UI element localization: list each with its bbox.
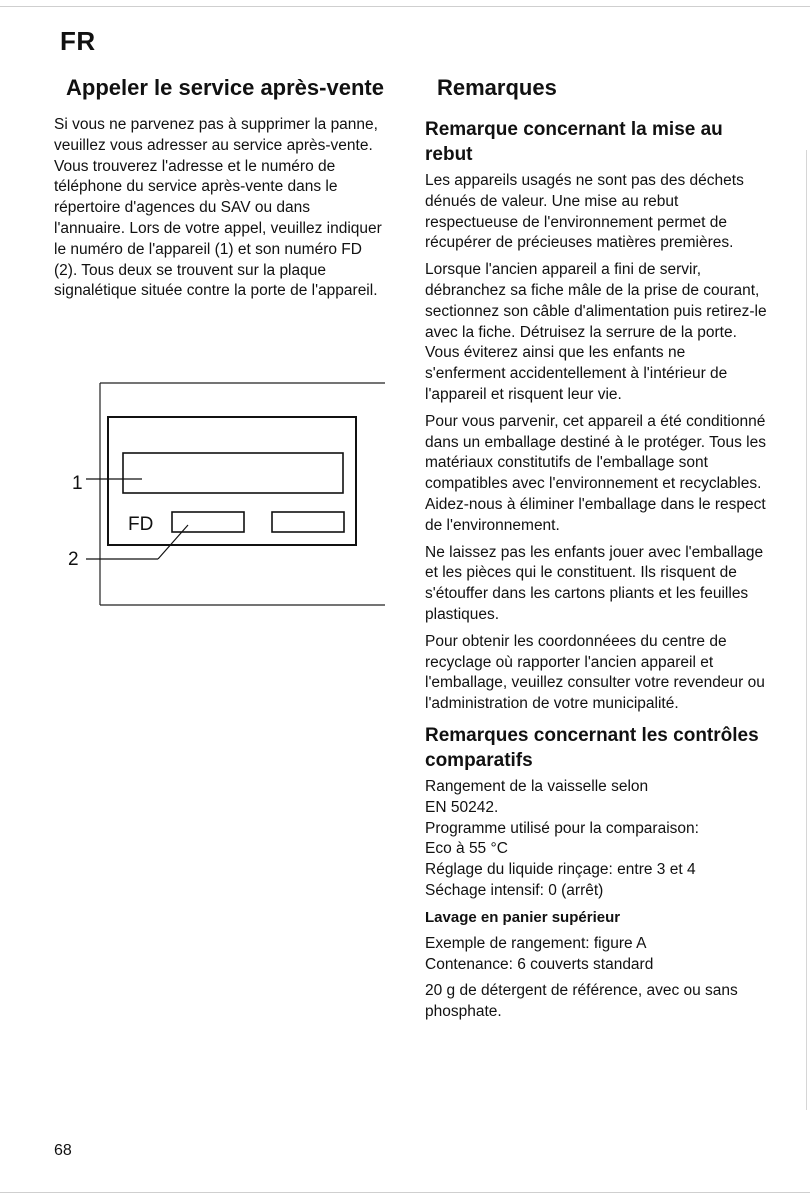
upper-basket-line-1: Exemple de rangement: figure A	[425, 934, 647, 952]
figure-label-2: 2	[68, 549, 79, 570]
figure-label-1: 1	[72, 473, 83, 494]
rating-plate-figure	[60, 375, 390, 610]
right-edge-rule	[806, 150, 807, 1110]
remarks-title: Remarques	[437, 75, 557, 100]
disposal-paragraph-5: Pour obtenir les coordonnéees du centre de recyclage où rapporter l'ancien appareil et l'emballage, veuillez consulter votre revendeur ou l'administration de votre municipalité.	[425, 632, 765, 713]
comparative-line-1: Rangement de la vaisselle selon	[425, 777, 649, 795]
service-title: Appeler le service après-vente	[66, 75, 384, 100]
disposal-paragraph-1: Les appareils usagés ne sont pas des déchets dénués de valeur. Une mise au rebut respectueuse de l'environnement permet de récupérer de précieuses matières premières.	[425, 172, 744, 252]
comparative-line-5: Réglage du liquide rinçage: entre 3 et 4	[425, 861, 696, 879]
comparative-heading: Remarques concernant les contrôles comparatifs	[425, 724, 759, 771]
comparative-line-4: Eco à 55 °C	[425, 840, 508, 858]
language-code: FR	[60, 26, 96, 56]
disposal-paragraph-3: Pour vous parvenir, cet appareil a été conditionné dans un emballage destiné à le protéger. Tous les matériaux constitutifs de l'emballage sont compatibles avec l'environnement et recyclables. Aidez-nous à éliminer l'emballage dans le respect de l'environnement.	[425, 412, 766, 534]
top-rule	[0, 6, 810, 7]
figure-fd-text: FD	[128, 514, 154, 535]
upper-basket-line-2: Contenance: 6 couverts standard	[425, 955, 654, 973]
left-column	[54, 74, 384, 308]
comparative-line-6: Séchage intensif: 0 (arrêt)	[425, 881, 604, 899]
upper-basket-heading: Lavage en panier supérieur	[425, 908, 621, 926]
comparative-line-2: EN 50242.	[425, 798, 499, 816]
disposal-heading: Remarque concernant la mise au rebut	[425, 119, 723, 165]
rating-plate-diagram	[60, 375, 390, 610]
detergent-paragraph: 20 g de détergent de référence, avec ou sans phosphate.	[425, 982, 738, 1021]
comparative-tests-section	[425, 723, 770, 1023]
bottom-rule	[0, 1192, 810, 1193]
disposal-paragraph-2: Lorsque l'ancien appareil a fini de servir, débranchez sa fiche mâle de la prise de courant, sectionnez son câble d'alimentation puis retirez-le avec la fiche. Détruisez la serrure de la porte. Vous éviterez ainsi que les enfants ne s'enferment accidentellement à l'intérieur de l'appareil et risquent leur vie.	[425, 261, 767, 403]
disposal-paragraph-4: Ne laissez pas les enfants jouer avec l'emballage et les pièces qui le constituent. Ils risquent de s'étouffer dans les cartons pliants et les feuilles plastiques.	[425, 543, 764, 623]
comparative-line-3: Programme utilisé pour la comparaison:	[425, 819, 699, 837]
service-paragraph: Si vous ne parvenez pas à supprimer la panne, veuillez vous adresser au service après-vente. Vous trouverez l'adresse et le numéro de téléphone du service après-vente dans le répertoire d'agences du SAV ou dans l'annuaire. Lors de votre appel, veuillez indiquer le numéro de l'appareil (1) et son numéro FD (2). Tous deux se trouvent sur la plaque signalétique située contre la porte de l'appareil.	[54, 116, 382, 300]
page-number: 68	[54, 1142, 72, 1159]
right-column	[425, 74, 770, 1029]
